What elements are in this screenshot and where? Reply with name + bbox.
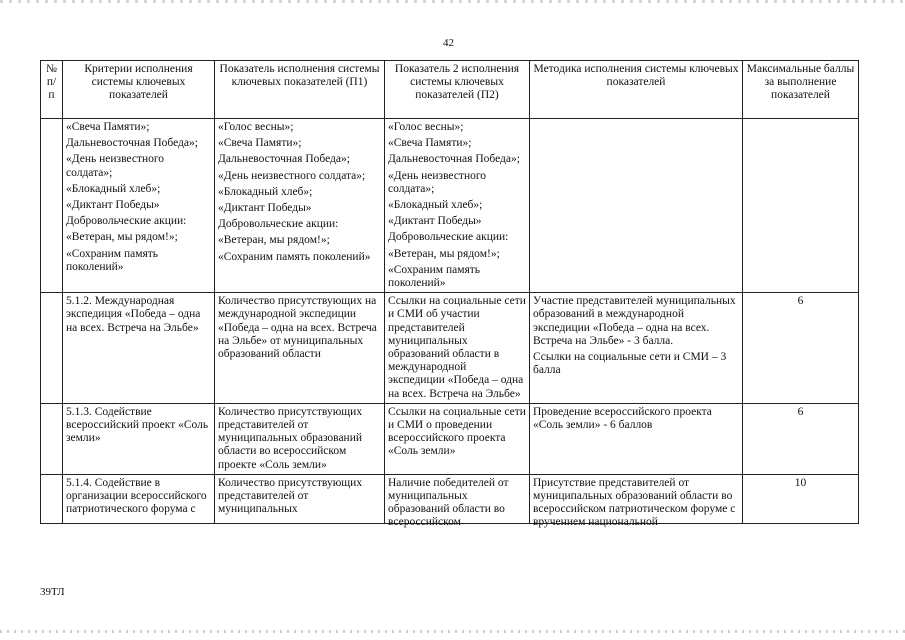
cell-criteria (63, 474, 215, 523)
cell-paragraph: Добровольческие акции: (218, 218, 339, 231)
cell-paragraph: «Голос весны»; (388, 121, 464, 133)
cell-paragraph: Присутствие представителей от муниципальных образований области во всероссийском патриотическом форуме с вручением национальной (533, 476, 736, 529)
cell-p2 (385, 474, 530, 529)
cell-paragraph: Добровольческие акции: (388, 231, 509, 244)
cell-paragraph: «Диктант Победы» (388, 215, 482, 228)
table-row (41, 474, 859, 523)
cell-p1 (215, 119, 385, 293)
cell-paragraph: «Свеча Памяти»; (388, 137, 472, 150)
cell-paragraph: Количество присутствующих представителей от муниципальных образований области во всероссийском проекте «Соль земли» (218, 405, 363, 471)
document-code: 39ТЛ (40, 586, 65, 598)
cell-p2 (385, 119, 530, 293)
page-number: 42 (443, 37, 454, 49)
cell-paragraph: Добровольческие акции: (66, 215, 187, 228)
cell-paragraph: «Ветеран, мы рядом!»; (218, 234, 330, 247)
cell-paragraph: «Свеча Памяти»; (66, 121, 150, 133)
cell-paragraph: «Диктант Победы» (218, 202, 312, 215)
cell-paragraph: «Ветеран, мы рядом!»; (66, 231, 178, 244)
cell-criteria (63, 293, 215, 404)
scan-edge-bottom (0, 630, 905, 633)
cell-method (530, 474, 743, 529)
cell-paragraph: Дальневосточная Победа»; (66, 137, 198, 150)
cell-paragraph: «Сохраним память поколений» (218, 250, 371, 263)
cell-paragraph: Наличие победителей от муниципальных образований области во всероссийском (388, 476, 509, 529)
scan-edge-top (0, 0, 905, 3)
cell-p2 (385, 293, 530, 404)
table-row (41, 293, 859, 404)
cell-paragraph: 5.1.2. Международная экспедиция «Победа – одна на всех. Встреча на Эльбе» (66, 295, 201, 334)
cell-method (530, 293, 743, 404)
cell-paragraph: «Блокадный хлеб»; (66, 182, 161, 195)
cell-paragraph: «День неизвестного солдата»; (66, 153, 165, 179)
cell-num (41, 119, 63, 293)
header-method: Методика исполнения системы ключевых показателей (530, 61, 743, 119)
cell-paragraph: Количество присутствующих на международной экспедиции «Победа – одна на всех. Встреча на Эльбе» от муниципальных образований области (218, 295, 377, 361)
cell-paragraph: «День неизвестного солдата»; (218, 169, 366, 182)
cell-method (530, 119, 743, 293)
cell-max-score: 6 (743, 403, 859, 474)
cell-p1 (215, 293, 385, 404)
cell-paragraph: Проведение всероссийского проекта «Соль земли» - 6 баллов (533, 405, 712, 432)
cell-paragraph: Дальневосточная Победа»; (388, 153, 520, 166)
cell-max-score: 6 (743, 293, 859, 404)
header-p2: Показатель 2 исполнения системы ключевых показателей (П2) (385, 61, 530, 119)
cell-paragraph: «Блокадный хлеб»; (218, 185, 313, 198)
cell-paragraph: «Ветеран, мы рядом!»; (388, 247, 500, 260)
cell-paragraph: Участие представителей муниципальных образований в международной экспедиции «Победа – одна на всех. Встреча на Эльбе» - 3 балла. (533, 295, 736, 347)
cell-max-score (743, 119, 859, 293)
cell-paragraph: «Диктант Победы» (66, 199, 160, 212)
cell-num (41, 293, 63, 404)
cell-num (41, 474, 63, 523)
cell-method (530, 403, 743, 474)
cell-paragraph: «День неизвестного солдата»; (388, 169, 487, 195)
cell-num (41, 403, 63, 474)
cell-p2 (385, 403, 530, 474)
table-header-row (41, 61, 859, 119)
cell-paragraph: Ссылки на социальные сети и СМИ – 3 балла (533, 351, 727, 377)
cell-p1 (215, 474, 385, 523)
table-row (41, 403, 859, 474)
header-p1: Показатель исполнения системы ключевых показателей (П1) (215, 61, 385, 119)
header-num: № п/п (41, 61, 63, 119)
cell-paragraph: «Голос весны»; (218, 121, 294, 133)
cell-paragraph: 5.1.4. Содействие в организации всероссийского патриотического форума с (66, 476, 207, 516)
cell-paragraph: Количество присутствующих представителей от муниципальных (218, 476, 363, 516)
table-row (41, 119, 859, 293)
cell-paragraph: «Сохраним память поколений» (388, 263, 481, 290)
cell-paragraph: «Сохраним память поколений» (66, 247, 159, 273)
cell-paragraph: Дальневосточная Победа»; (218, 153, 350, 166)
cell-paragraph: Ссылки на социальные сети и СМИ о проведении всероссийского проекта «Соль земли» (388, 405, 526, 458)
header-criteria: Критерии исполнения системы ключевых показателей (63, 61, 215, 119)
cell-criteria (63, 403, 215, 474)
cell-paragraph: «Свеча Памяти»; (218, 137, 302, 150)
cell-p1 (215, 403, 385, 474)
cell-max-score: 10 (743, 474, 859, 523)
kpi-table (40, 60, 859, 529)
cell-paragraph: 5.1.3. Содействие всероссийский проект «Соль земли» (66, 405, 209, 445)
cell-paragraph: «Блокадный хлеб»; (388, 199, 483, 212)
cell-paragraph: Ссылки на социальные сети и СМИ об участии представителей муниципальных образований области в международной экспедиции «Победа – одна на всех. Встреча на Эльбе» (388, 295, 526, 400)
cell-criteria (63, 119, 215, 293)
header-max: Максимальные баллы за выполнение показателей (743, 61, 859, 119)
